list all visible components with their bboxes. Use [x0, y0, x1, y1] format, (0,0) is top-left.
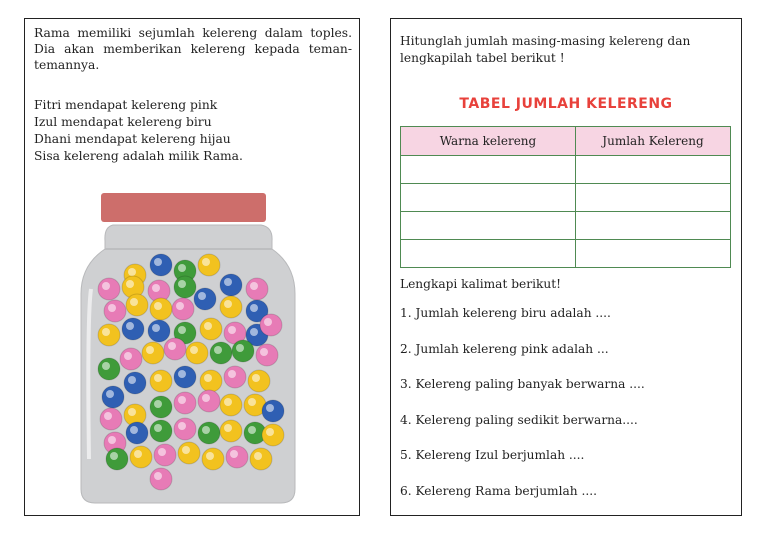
marble [224, 366, 246, 388]
marble-highlight [178, 396, 186, 404]
marble [220, 420, 242, 442]
marble [104, 300, 126, 322]
marble [124, 372, 146, 394]
instruction-text: Hitunglah jumlah masing-masing kelereng dan lengkapilah tabel berikut ! [400, 34, 691, 65]
marble [106, 448, 128, 470]
marble-highlight [168, 342, 176, 350]
marble-highlight [178, 264, 186, 272]
marble [130, 446, 152, 468]
marble-highlight [126, 280, 134, 288]
marble-highlight [126, 322, 134, 330]
table-row [401, 184, 731, 212]
marble [198, 254, 220, 276]
marble [174, 392, 196, 414]
cell-count[interactable] [576, 240, 731, 268]
marble [126, 294, 148, 316]
marble-highlight [202, 394, 210, 402]
marble-highlight [224, 398, 232, 406]
marble-highlight [108, 436, 116, 444]
marble-highlight [252, 374, 260, 382]
question-1: 1. Jumlah kelereng biru adalah .... [400, 306, 611, 320]
clue-dhani: Dhani mendapat kelereng hijau [34, 132, 231, 146]
marble-highlight [154, 400, 162, 408]
marble-highlight [102, 362, 110, 370]
cell-color[interactable] [401, 240, 576, 268]
marble [174, 276, 196, 298]
marble-highlight [250, 304, 258, 312]
clue-izul: Izul mendapat kelereng biru [34, 115, 212, 129]
marble-highlight [248, 426, 256, 434]
marble [122, 318, 144, 340]
cell-count[interactable] [576, 212, 731, 240]
marble [198, 422, 220, 444]
story-intro: Rama memiliki sejumlah kelereng dalam toples. Dia akan memberikan kelereng kepada teman-temannya. [34, 26, 352, 72]
marble-highlight [250, 282, 258, 290]
jar-lid [101, 193, 266, 222]
marble [220, 394, 242, 416]
marble-highlight [102, 282, 110, 290]
table-row [401, 240, 731, 268]
marble-highlight [146, 346, 154, 354]
marble-highlight [190, 346, 198, 354]
worksheet-card [390, 18, 742, 516]
header-warna: Warna kelereng [401, 127, 576, 156]
marble-highlight [178, 422, 186, 430]
marble-count-table [400, 126, 731, 268]
marble [200, 318, 222, 340]
marble [262, 424, 284, 446]
marble-highlight [152, 284, 160, 292]
marble-highlight [178, 280, 186, 288]
story-card [24, 18, 360, 516]
marble [250, 448, 272, 470]
marble [154, 444, 176, 466]
marble-highlight [224, 424, 232, 432]
marble [262, 400, 284, 422]
marble [148, 320, 170, 342]
marble-highlight [198, 292, 206, 300]
cell-count[interactable] [576, 156, 731, 184]
marble [210, 342, 232, 364]
marble-highlight [266, 428, 274, 436]
marble-highlight [158, 448, 166, 456]
marble [232, 340, 254, 362]
marble-jar-illustration [25, 19, 361, 517]
table-title: TABEL JUMLAH KELERENG [459, 96, 673, 112]
cell-color[interactable] [401, 184, 576, 212]
marble [172, 298, 194, 320]
marble [226, 446, 248, 468]
marble-highlight [266, 404, 274, 412]
marble [164, 338, 186, 360]
marble-highlight [182, 446, 190, 454]
marble-highlight [128, 268, 136, 276]
question-2: 2. Jumlah kelereng pink adalah ... [400, 341, 609, 356]
marble [98, 278, 120, 300]
cell-color[interactable] [401, 212, 576, 240]
question-6: 6. Kelereng Rama berjumlah .... [400, 483, 597, 498]
marble-highlight [110, 452, 118, 460]
marble [186, 342, 208, 364]
marble [102, 386, 124, 408]
marble-highlight [254, 452, 262, 460]
marble-highlight [228, 326, 236, 334]
marble-highlight [228, 370, 236, 378]
question-list [400, 305, 645, 518]
marble-highlight [202, 426, 210, 434]
marble-highlight [224, 300, 232, 308]
marble [150, 468, 172, 490]
marble [220, 274, 242, 296]
clue-rama: Sisa kelereng adalah milik Rama. [34, 149, 243, 163]
marble [220, 296, 242, 318]
marble [178, 442, 200, 464]
marble-highlight [202, 258, 210, 266]
question-4: 4. Kelereng paling sedikit berwarna.... [400, 412, 638, 427]
marble [174, 418, 196, 440]
header-jumlah: Jumlah Kelereng [576, 127, 731, 156]
marble [150, 420, 172, 442]
marble-highlight [230, 450, 238, 458]
marble-highlight [104, 412, 112, 420]
cell-count[interactable] [576, 184, 731, 212]
marble [202, 448, 224, 470]
marble-highlight [128, 408, 136, 416]
marble-highlight [178, 326, 186, 334]
table-row [401, 212, 731, 240]
marble [142, 342, 164, 364]
marble [198, 390, 220, 412]
marble-highlight [106, 390, 114, 398]
marble-highlight [154, 258, 162, 266]
marble-highlight [130, 426, 138, 434]
marble-highlight [224, 278, 232, 286]
clue-fitri: Fitri mendapat kelereng pink [34, 98, 218, 112]
marble-highlight [206, 452, 214, 460]
marble-highlight [204, 322, 212, 330]
marble-highlight [248, 398, 256, 406]
marble-highlight [154, 302, 162, 310]
marble [256, 344, 278, 366]
question-3: 3. Kelereng paling banyak berwarna .... [400, 377, 645, 391]
marble-highlight [264, 318, 272, 326]
marble-highlight [214, 346, 222, 354]
marble-highlight [152, 324, 160, 332]
marble [98, 324, 120, 346]
marble [120, 348, 142, 370]
marble [150, 396, 172, 418]
marble [174, 366, 196, 388]
marble [200, 370, 222, 392]
marble [248, 370, 270, 392]
marble [246, 278, 268, 300]
questions-heading: Lengkapi kalimat berikut! [400, 277, 561, 291]
marble [150, 298, 172, 320]
marble-highlight [102, 328, 110, 336]
marble-highlight [260, 348, 268, 356]
question-5: 5. Kelereng Izul berjumlah .... [400, 448, 585, 462]
marble [194, 288, 216, 310]
marble-highlight [154, 472, 162, 480]
marble-highlight [178, 370, 186, 378]
marble-highlight [204, 374, 212, 382]
marble-highlight [128, 376, 136, 384]
marble [150, 254, 172, 276]
marble-highlight [176, 302, 184, 310]
marble-highlight [250, 328, 258, 336]
marble [98, 358, 120, 380]
marble-highlight [130, 298, 138, 306]
marble [260, 314, 282, 336]
marble-highlight [134, 450, 142, 458]
marble [126, 422, 148, 444]
marble-highlight [108, 304, 116, 312]
marble-highlight [124, 352, 132, 360]
marble [100, 408, 122, 430]
marble [150, 370, 172, 392]
table-header-row [401, 127, 731, 156]
marble-highlight [154, 424, 162, 432]
table-row [401, 156, 731, 184]
cell-color[interactable] [401, 156, 576, 184]
marble-highlight [154, 374, 162, 382]
marble-highlight [236, 344, 244, 352]
